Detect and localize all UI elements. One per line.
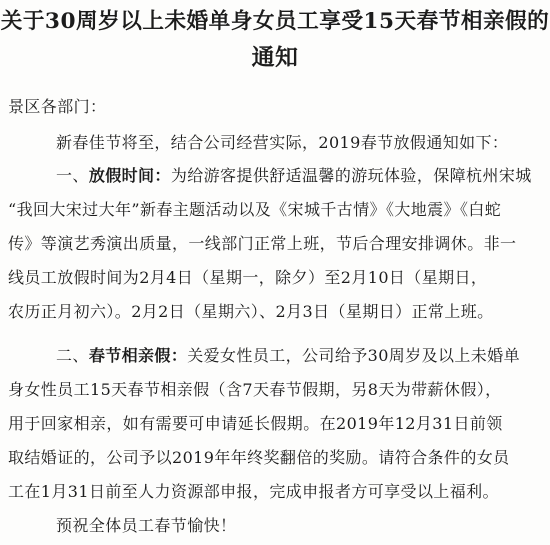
section1-text: 为给游客提供舒适温馨的游玩体验，保障杭州宋城	[170, 166, 532, 185]
section1-first-line	[56, 165, 532, 187]
section1-line3: 传》等演艺秀演出质量，一线部门正常上班，节后合理安排调休。非一	[8, 234, 517, 253]
section2-line3: 用于回家相亲，如有需要可申请延长假期。在2019年12月31日前领	[8, 414, 503, 433]
recipient: 景区各部门：	[8, 97, 107, 116]
section1-line4: 线员工放假时间为2月4日（星期一，除夕）至2月10日（星期日，	[8, 268, 488, 287]
section2-line2: 身女性员工15天春节相亲假（含7天春节假期，另8天为带薪休假），	[8, 380, 502, 399]
section2-heading: 春节相亲假：	[88, 346, 188, 365]
section1-heading: 放假时间：	[88, 166, 171, 185]
section1-line5: 农历正月初六）。2月2日（星期六）、2月3日（星期日）正常上班。	[8, 302, 494, 321]
section1-line2: “我回大宋过大年”新春主题活动以及《宋城千古情》《大地震》《白蛇	[8, 200, 502, 219]
document-title-line1: 关于30周岁以上未婚单身女员工享受15天春节相亲假的	[0, 9, 550, 34]
section2-first-line	[56, 345, 520, 367]
section2-line5: 工在1月31日前至人力资源部申报，完成申报者方可享受以上福利。	[8, 482, 499, 501]
document-title-line2: 通知	[251, 44, 299, 71]
section2-line4: 取结婚证的，公司予以2019年年终奖翻倍的奖励。请符合条件的女员	[8, 448, 510, 467]
closing-line: 预祝全体员工春节愉快！	[56, 516, 237, 535]
section2-text: 关爱女性员工，公司给予30周岁及以上未婚单	[187, 346, 520, 365]
intro-paragraph: 新春佳节将至，结合公司经营实际，2019春节放假通知如下：	[56, 133, 509, 152]
section1-number: 一、	[56, 166, 89, 185]
section2-number: 二、	[56, 346, 89, 365]
